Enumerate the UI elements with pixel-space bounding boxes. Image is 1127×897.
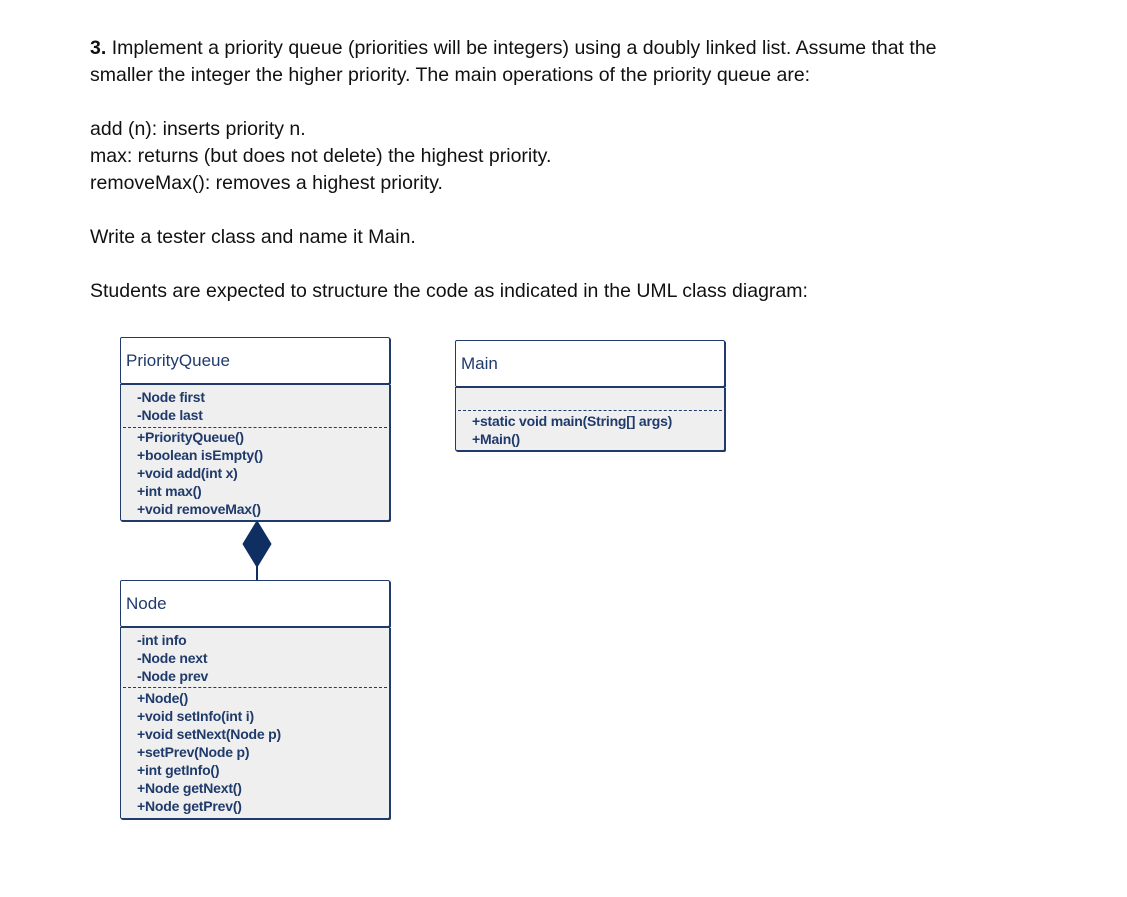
class-node-name: Node [120,580,390,627]
pq-attribute-first: -Node first [137,389,205,405]
class-priority-queue-body [120,384,390,521]
operation-remove-max: removeMax(): removes a highest priority. [90,172,443,194]
pq-method-is-empty: +boolean isEmpty() [137,447,263,463]
node-method-set-info: +void setInfo(int i) [137,708,254,724]
pq-method-remove-max: +void removeMax() [137,501,261,517]
node-method-set-prev: +setPrev(Node p) [137,744,250,760]
node-attribute-info: -int info [137,632,187,648]
node-attribute-next: -Node next [137,650,208,666]
pq-method-constructor: +PriorityQueue() [137,429,244,445]
structure-instruction: Students are expected to structure the code as indicated in the UML class diagram: [90,280,808,302]
node-attribute-prev: -Node prev [137,668,209,684]
composition-diamond-icon [243,521,271,567]
node-method-get-next: +Node getNext() [137,780,242,796]
question-number: 3. [90,37,107,59]
node-method-get-prev: +Node getPrev() [137,798,242,814]
pq-attribute-last: -Node last [137,407,203,423]
pq-method-add: +void add(int x) [137,465,238,481]
node-separator [123,687,387,688]
pq-method-max: +int max() [137,483,202,499]
class-priority-queue-name: PriorityQueue [120,337,390,384]
operation-add: add (n): inserts priority n. [90,118,306,140]
tester-instruction: Write a tester class and name it Main. [90,226,416,248]
main-separator [458,410,722,411]
class-node-body [120,627,390,819]
operation-max: max: returns (but does not delete) the highest priority. [90,145,552,167]
node-method-set-next: +void setNext(Node p) [137,726,281,742]
question-intro-line-2: smaller the integer the higher priority. The main operations of the priority queue are: [90,64,811,86]
main-method-constructor: +Main() [472,431,520,447]
main-method-main: +static void main(String[] args) [472,413,673,429]
class-main-name: Main [455,340,725,387]
node-method-constructor: +Node() [137,690,189,706]
class-main-body [455,387,725,451]
node-method-get-info: +int getInfo() [137,762,220,778]
intro-line-1-text: Implement a priority queue (priorities will be integers) using a doubly linked list. Assume that the [111,37,937,59]
